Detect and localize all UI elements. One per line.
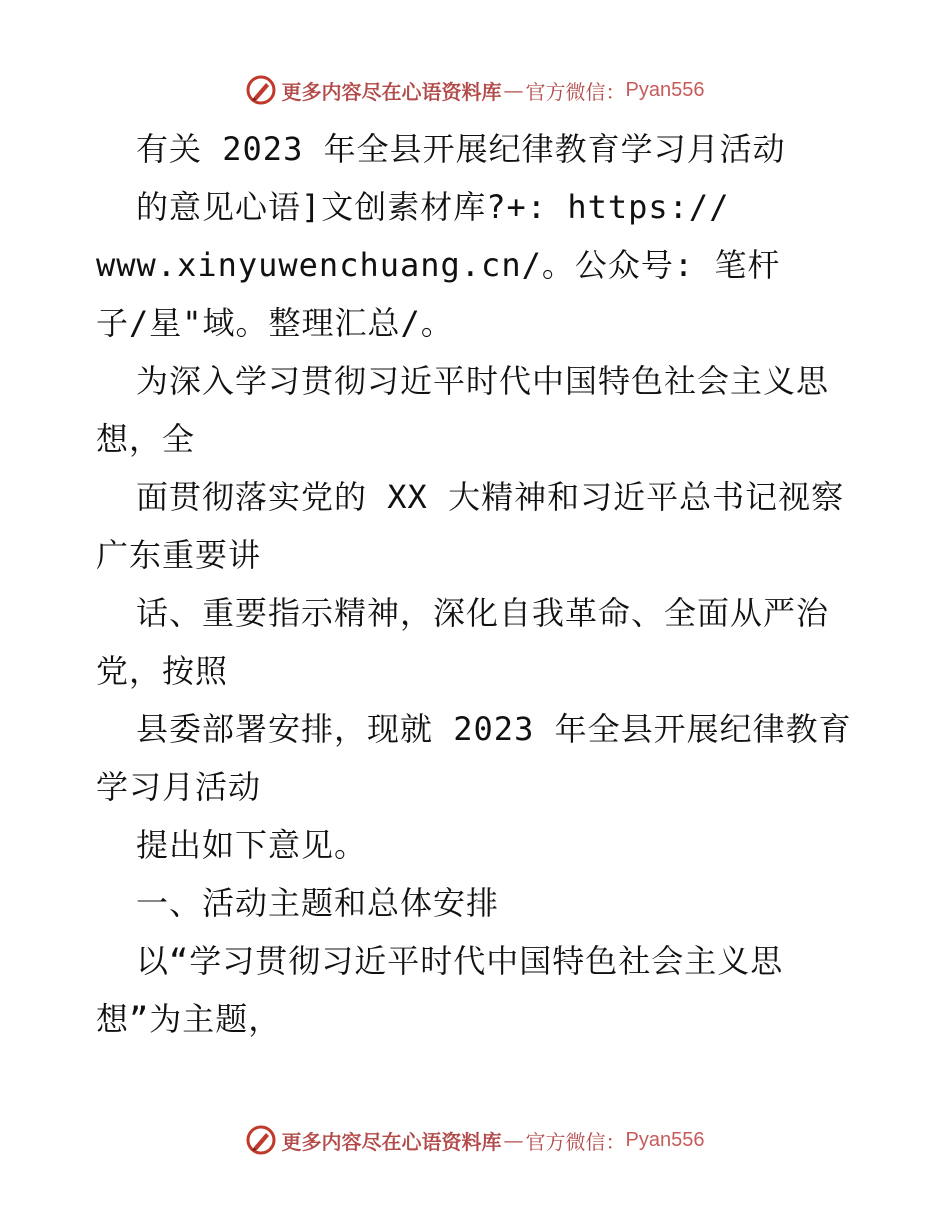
doc-line: 县委部署安排，现就 2023 年全县开展纪律教育 [136, 710, 852, 748]
footer-watermark-banner [0, 1120, 950, 1160]
doc-line: 提出如下意见。 [136, 826, 368, 864]
doc-line: 子/星"域。整理汇总/。 [96, 304, 454, 342]
doc-line: 以“学习贯彻习近平时代中国特色社会主义思 [136, 942, 784, 980]
pen-logo-icon [246, 1125, 276, 1155]
doc-line: 想，全 [96, 420, 196, 458]
doc-line: 党，按照 [96, 652, 229, 690]
doc-line: 学习月活动 [96, 768, 262, 806]
doc-line: 想”为主题， [96, 1000, 282, 1038]
document-body [96, 120, 856, 1048]
doc-line: 的意见心语]文创素材库?+: https:// [136, 188, 730, 226]
doc-line: 话、重要指示精神，深化自我革命、全面从严治 [136, 594, 830, 632]
banner-wechat-label: 官方微信： [525, 1129, 626, 1154]
doc-line: 广东重要讲 [96, 536, 262, 574]
banner-promo-text: 更多内容尽在心语资料库 [281, 79, 502, 104]
doc-line: 有关 2023 年全县开展纪律教育学习月活动 [136, 130, 786, 168]
header-watermark-banner [0, 70, 950, 110]
pen-logo-icon [246, 75, 276, 105]
section-heading: 一、活动主题和总体安排 [136, 884, 500, 922]
banner-wechat-id: Pyan556 [625, 78, 705, 101]
doc-line: 面贯彻落实党的 XX 大精神和习近平总书记视察 [136, 478, 845, 516]
banner-separator: — [503, 1128, 524, 1152]
doc-line: www.xinyuwenchuang.cn/。公众号: 笔杆 [96, 246, 781, 284]
banner-separator: — [503, 78, 524, 102]
banner-wechat-id: Pyan556 [625, 1128, 705, 1151]
banner-wechat-label: 官方微信： [525, 79, 626, 104]
doc-line: 为深入学习贯彻习近平时代中国特色社会主义思 [136, 362, 830, 400]
banner-promo-text: 更多内容尽在心语资料库 [281, 1129, 502, 1154]
